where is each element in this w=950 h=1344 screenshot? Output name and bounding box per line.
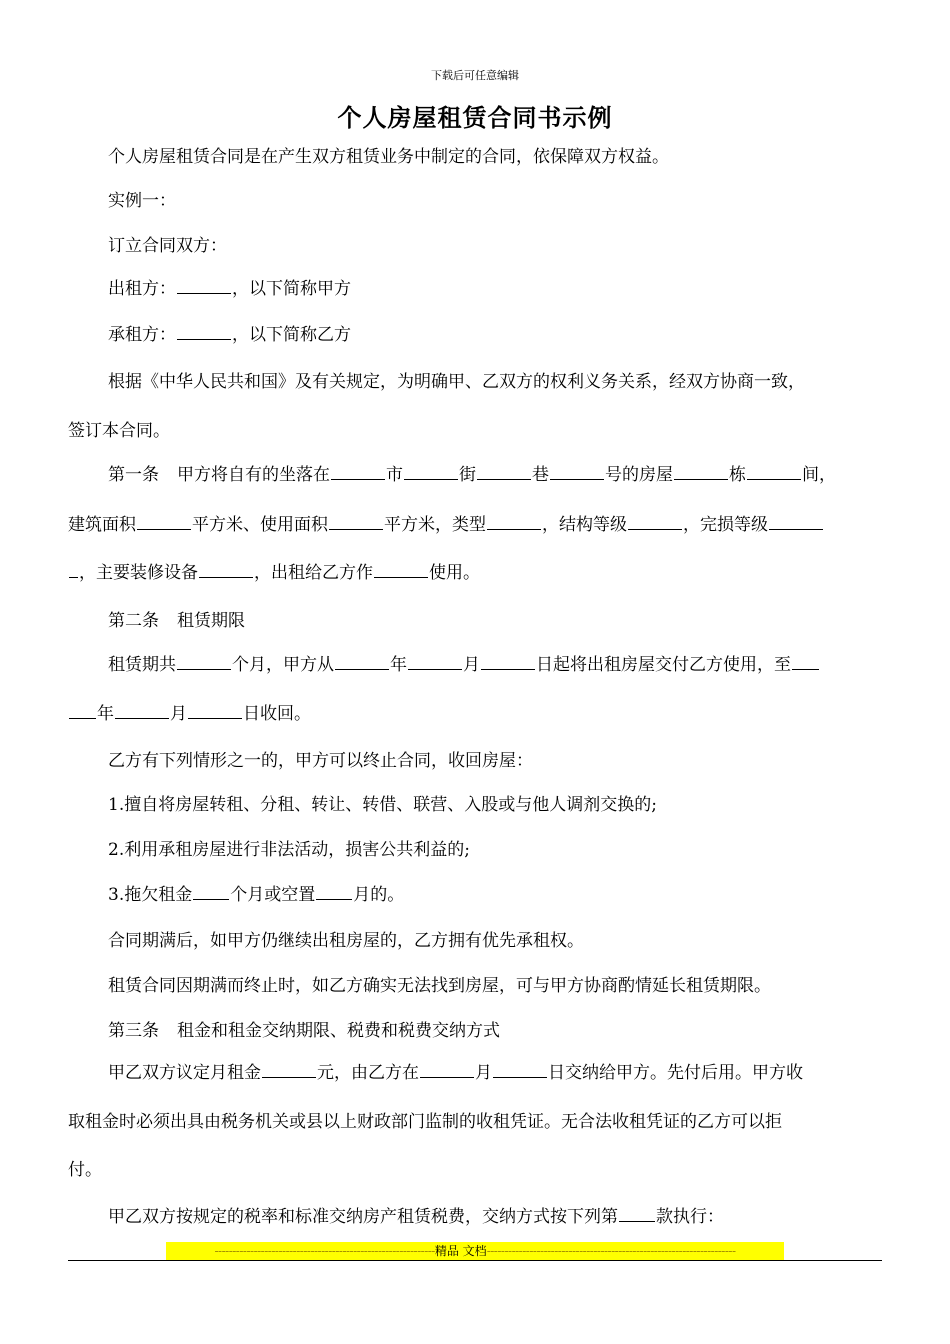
article1-text: 街: [459, 465, 476, 485]
blank: [628, 511, 682, 530]
blank: [193, 881, 229, 900]
article2-text: 个月，甲方从: [232, 655, 334, 675]
lessee-blank: [177, 321, 231, 340]
footer-dashes-left: --------------------------------------------------------------: [214, 1244, 435, 1258]
article2-text: 租赁期共: [108, 655, 176, 675]
article2-text: 月: [170, 704, 187, 724]
article2-line-2: [68, 699, 311, 724]
footer-dashes-right: ----------------------------------------------------------------------: [486, 1244, 736, 1258]
article1-text: ，出租给乙方作: [254, 563, 373, 583]
article2-heading: [108, 606, 245, 631]
article1-text: 建筑面积: [68, 515, 136, 535]
blank: [619, 1203, 655, 1222]
termination-item-1: 1.擅自将房屋转租、分租、转让、转借、联营、入股或与他人调剂交换的;: [108, 795, 657, 815]
lessor-prefix: 出租方：: [108, 279, 176, 299]
blank: [177, 651, 231, 670]
article2-text: 个月或空置: [230, 885, 316, 905]
article3-line-1: [108, 1058, 803, 1083]
article1-label: 第一条: [108, 465, 159, 485]
article2-text: 年: [97, 704, 114, 724]
article3-text: 元，由乙方在: [317, 1063, 419, 1083]
lessor-blank: [177, 275, 231, 294]
article2-title: 租赁期限: [177, 611, 245, 631]
extension-clause: 租赁合同因期满而终止时，如乙方确实无法找到房屋，可与甲方协商酌情延长租赁期限。: [108, 976, 771, 996]
article1-line-2: [68, 510, 824, 535]
article2-text: 3.拖欠租金: [108, 885, 193, 905]
blank: [199, 559, 253, 578]
blank: [481, 651, 535, 670]
article2-text: 日起将出租房屋交付乙方使用，至: [536, 655, 791, 675]
article2-text: 日收回。: [243, 704, 311, 724]
blank: [792, 651, 819, 670]
article2-label: 第二条: [108, 611, 159, 631]
article1-text: 号的房屋: [605, 465, 673, 485]
blank: [420, 1059, 474, 1078]
lessee-prefix: 承租方：: [108, 325, 176, 345]
lessor-suffix: ，以下简称甲方: [232, 279, 351, 299]
article3-text: 款执行：: [656, 1207, 724, 1227]
article2-text: 月的。: [353, 885, 405, 905]
example-label: 实例一：: [108, 191, 176, 211]
article3-line-2: 取租金时必须出具由税务机关或县以上财政部门监制的收租凭证。无合法收租凭证的乙方可以拒: [68, 1112, 782, 1132]
footer-watermark: [166, 1242, 784, 1260]
article1-text: ，完损等级: [683, 515, 768, 535]
article1-text: 市: [386, 465, 403, 485]
blank: [374, 559, 428, 578]
article2-line-1: [108, 650, 820, 675]
article1-line-1: [108, 460, 836, 485]
termination-item-2: 2.利用承租房屋进行非法活动，损害公共利益的;: [108, 840, 470, 860]
blank: [115, 700, 169, 719]
lessee-line: [108, 320, 351, 345]
blank: [331, 461, 385, 480]
article3-text: 月: [475, 1063, 492, 1083]
blank: [769, 511, 823, 530]
blank: [404, 461, 458, 480]
article1-text: 间，: [802, 465, 836, 485]
blank: [69, 559, 78, 578]
blank: [477, 461, 531, 480]
document-title: 个人房屋租赁合同书示例: [337, 103, 613, 132]
blank: [69, 700, 96, 719]
article1-text: 平方米、使用面积: [192, 515, 328, 535]
article1-text: ，主要装修设备: [79, 563, 198, 583]
termination-intro: 乙方有下列情形之一的，甲方可以终止合同，收回房屋：: [108, 751, 533, 771]
article3-text: 甲乙双方议定月租金: [108, 1063, 261, 1083]
blank: [335, 651, 389, 670]
blank: [316, 881, 352, 900]
blank: [550, 461, 604, 480]
basis-line-2: 签订本合同。: [68, 421, 170, 441]
blank: [408, 651, 462, 670]
article2-text: 月: [463, 655, 480, 675]
article3-label: 第三条: [108, 1021, 159, 1041]
renewal-clause: 合同期满后，如甲方仍继续出租房屋的，乙方拥有优先承租权。: [108, 931, 584, 951]
blank: [493, 1059, 547, 1078]
blank: [188, 700, 242, 719]
tax-clause: [108, 1202, 724, 1227]
blank: [487, 511, 541, 530]
article1-text: ，结构等级: [542, 515, 627, 535]
article3-text: 日交纳给甲方。先付后用。甲方收: [548, 1063, 803, 1083]
lessee-suffix: ，以下简称乙方: [232, 325, 351, 345]
footer-label-text: 精品 文档: [434, 1244, 487, 1258]
article3-text: 甲乙双方按规定的税率和标准交纳房产租赁税费，交纳方式按下列第: [108, 1207, 618, 1227]
blank: [137, 511, 191, 530]
article1-text: 栋: [729, 465, 746, 485]
article3-heading: [108, 1016, 500, 1041]
article1-text: 甲方将自有的坐落在: [177, 465, 330, 485]
article1-text: 巷: [532, 465, 549, 485]
blank: [329, 511, 383, 530]
blank: [747, 461, 801, 480]
header-note: 下载后可任意编辑: [431, 69, 519, 82]
lessor-line: [108, 274, 351, 299]
article3-title: 租金和租金交纳期限、税费和税费交纳方式: [177, 1021, 500, 1041]
blank: [674, 461, 728, 480]
article1-text: 使用。: [429, 563, 480, 583]
article1-text: 平方米，类型: [384, 515, 486, 535]
parties-label: 订立合同双方：: [108, 236, 227, 256]
blank: [262, 1059, 316, 1078]
footer-rule: [68, 1260, 882, 1261]
basis-line-1: 根据《中华人民共和国》及有关规定，为明确甲、乙双方的权利义务关系，经双方协商一致，: [108, 372, 805, 392]
article2-text: 年: [390, 655, 407, 675]
article3-line-3: 付。: [68, 1160, 102, 1180]
intro-paragraph: 个人房屋租赁合同是在产生双方租赁业务中制定的合同，依保障双方权益。: [108, 147, 669, 167]
termination-item-3: [108, 880, 404, 905]
article1-line-3: [68, 558, 480, 583]
